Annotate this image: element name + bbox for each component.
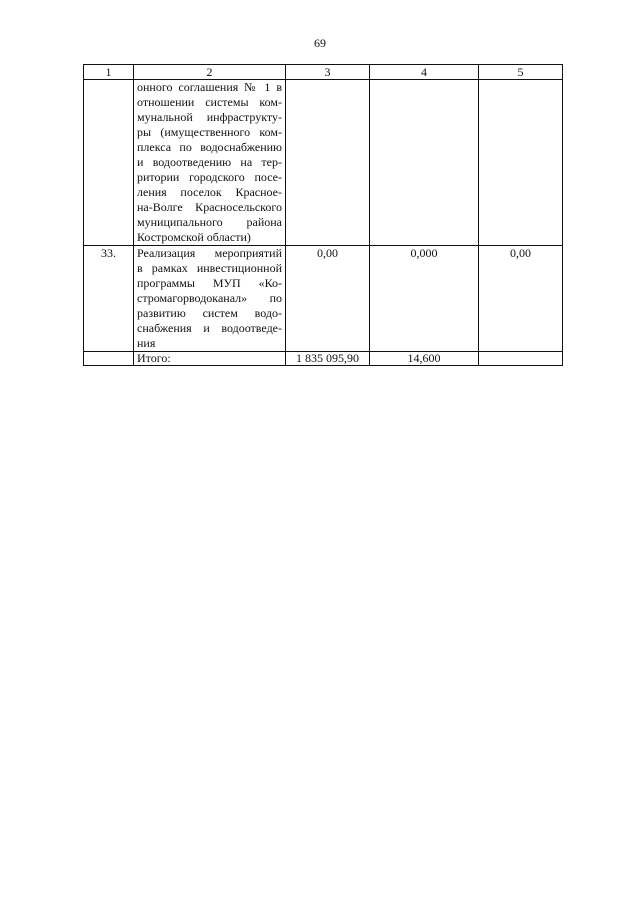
value-cell-col5 (479, 80, 563, 246)
header-cell-1: 1 (84, 65, 134, 80)
description-line: мунальной инфраструкту- (137, 110, 282, 124)
description-line: отношении системы ком- (137, 95, 282, 109)
description-line: ния (137, 336, 156, 350)
description-line: ления поселок Красное- (137, 185, 282, 199)
row-number-cell (84, 80, 134, 246)
description-line: стромагорводоканал» по (137, 291, 282, 305)
description-line: муниципального района (137, 215, 282, 229)
description-line: ритории городского посе- (137, 170, 282, 184)
description-line: Реализация мероприятий (137, 246, 282, 260)
description-line: ры (имущественного ком- (137, 125, 282, 139)
description-line: плекса по водоснабжению (137, 140, 282, 154)
description-line: на-Волге Красносельского (137, 200, 282, 214)
description-line: и водоотведению на тер- (137, 155, 282, 169)
value-cell-col5: 0,00 (479, 246, 563, 352)
description-cell (134, 246, 286, 352)
header-cell-3: 3 (286, 65, 370, 80)
table-row-33 (84, 246, 563, 352)
row-number-cell: 33. (84, 246, 134, 352)
total-value-col3: 1 835 095,90 (286, 352, 370, 366)
header-cell-2: 2 (134, 65, 286, 80)
value-cell-col3 (286, 80, 370, 246)
value-cell-col4: 0,000 (370, 246, 479, 352)
value-cell-col3: 0,00 (286, 246, 370, 352)
description-line: онного соглашения № 1 в (137, 80, 282, 94)
header-cell-4: 4 (370, 65, 479, 80)
description-line: снабжения и водоотведе- (137, 321, 282, 335)
total-value-col4: 14,600 (370, 352, 479, 366)
description-line: развитию систем водо- (137, 306, 282, 320)
table-header-row (84, 65, 563, 80)
total-label-cell: Итого: (134, 352, 286, 366)
description-cell (134, 80, 286, 246)
table-row-total (84, 352, 563, 366)
value-cell-col4 (370, 80, 479, 246)
total-value-col5 (479, 352, 563, 366)
description-line: в рамках инвестиционной (137, 261, 282, 275)
page-number: 69 (314, 36, 326, 50)
header-cell-5: 5 (479, 65, 563, 80)
description-line: Костромской области) (137, 230, 251, 244)
data-table (83, 64, 563, 366)
description-line: программы МУП «Ко- (137, 276, 282, 290)
row-number-cell (84, 352, 134, 366)
table-row-continuation (84, 80, 563, 246)
